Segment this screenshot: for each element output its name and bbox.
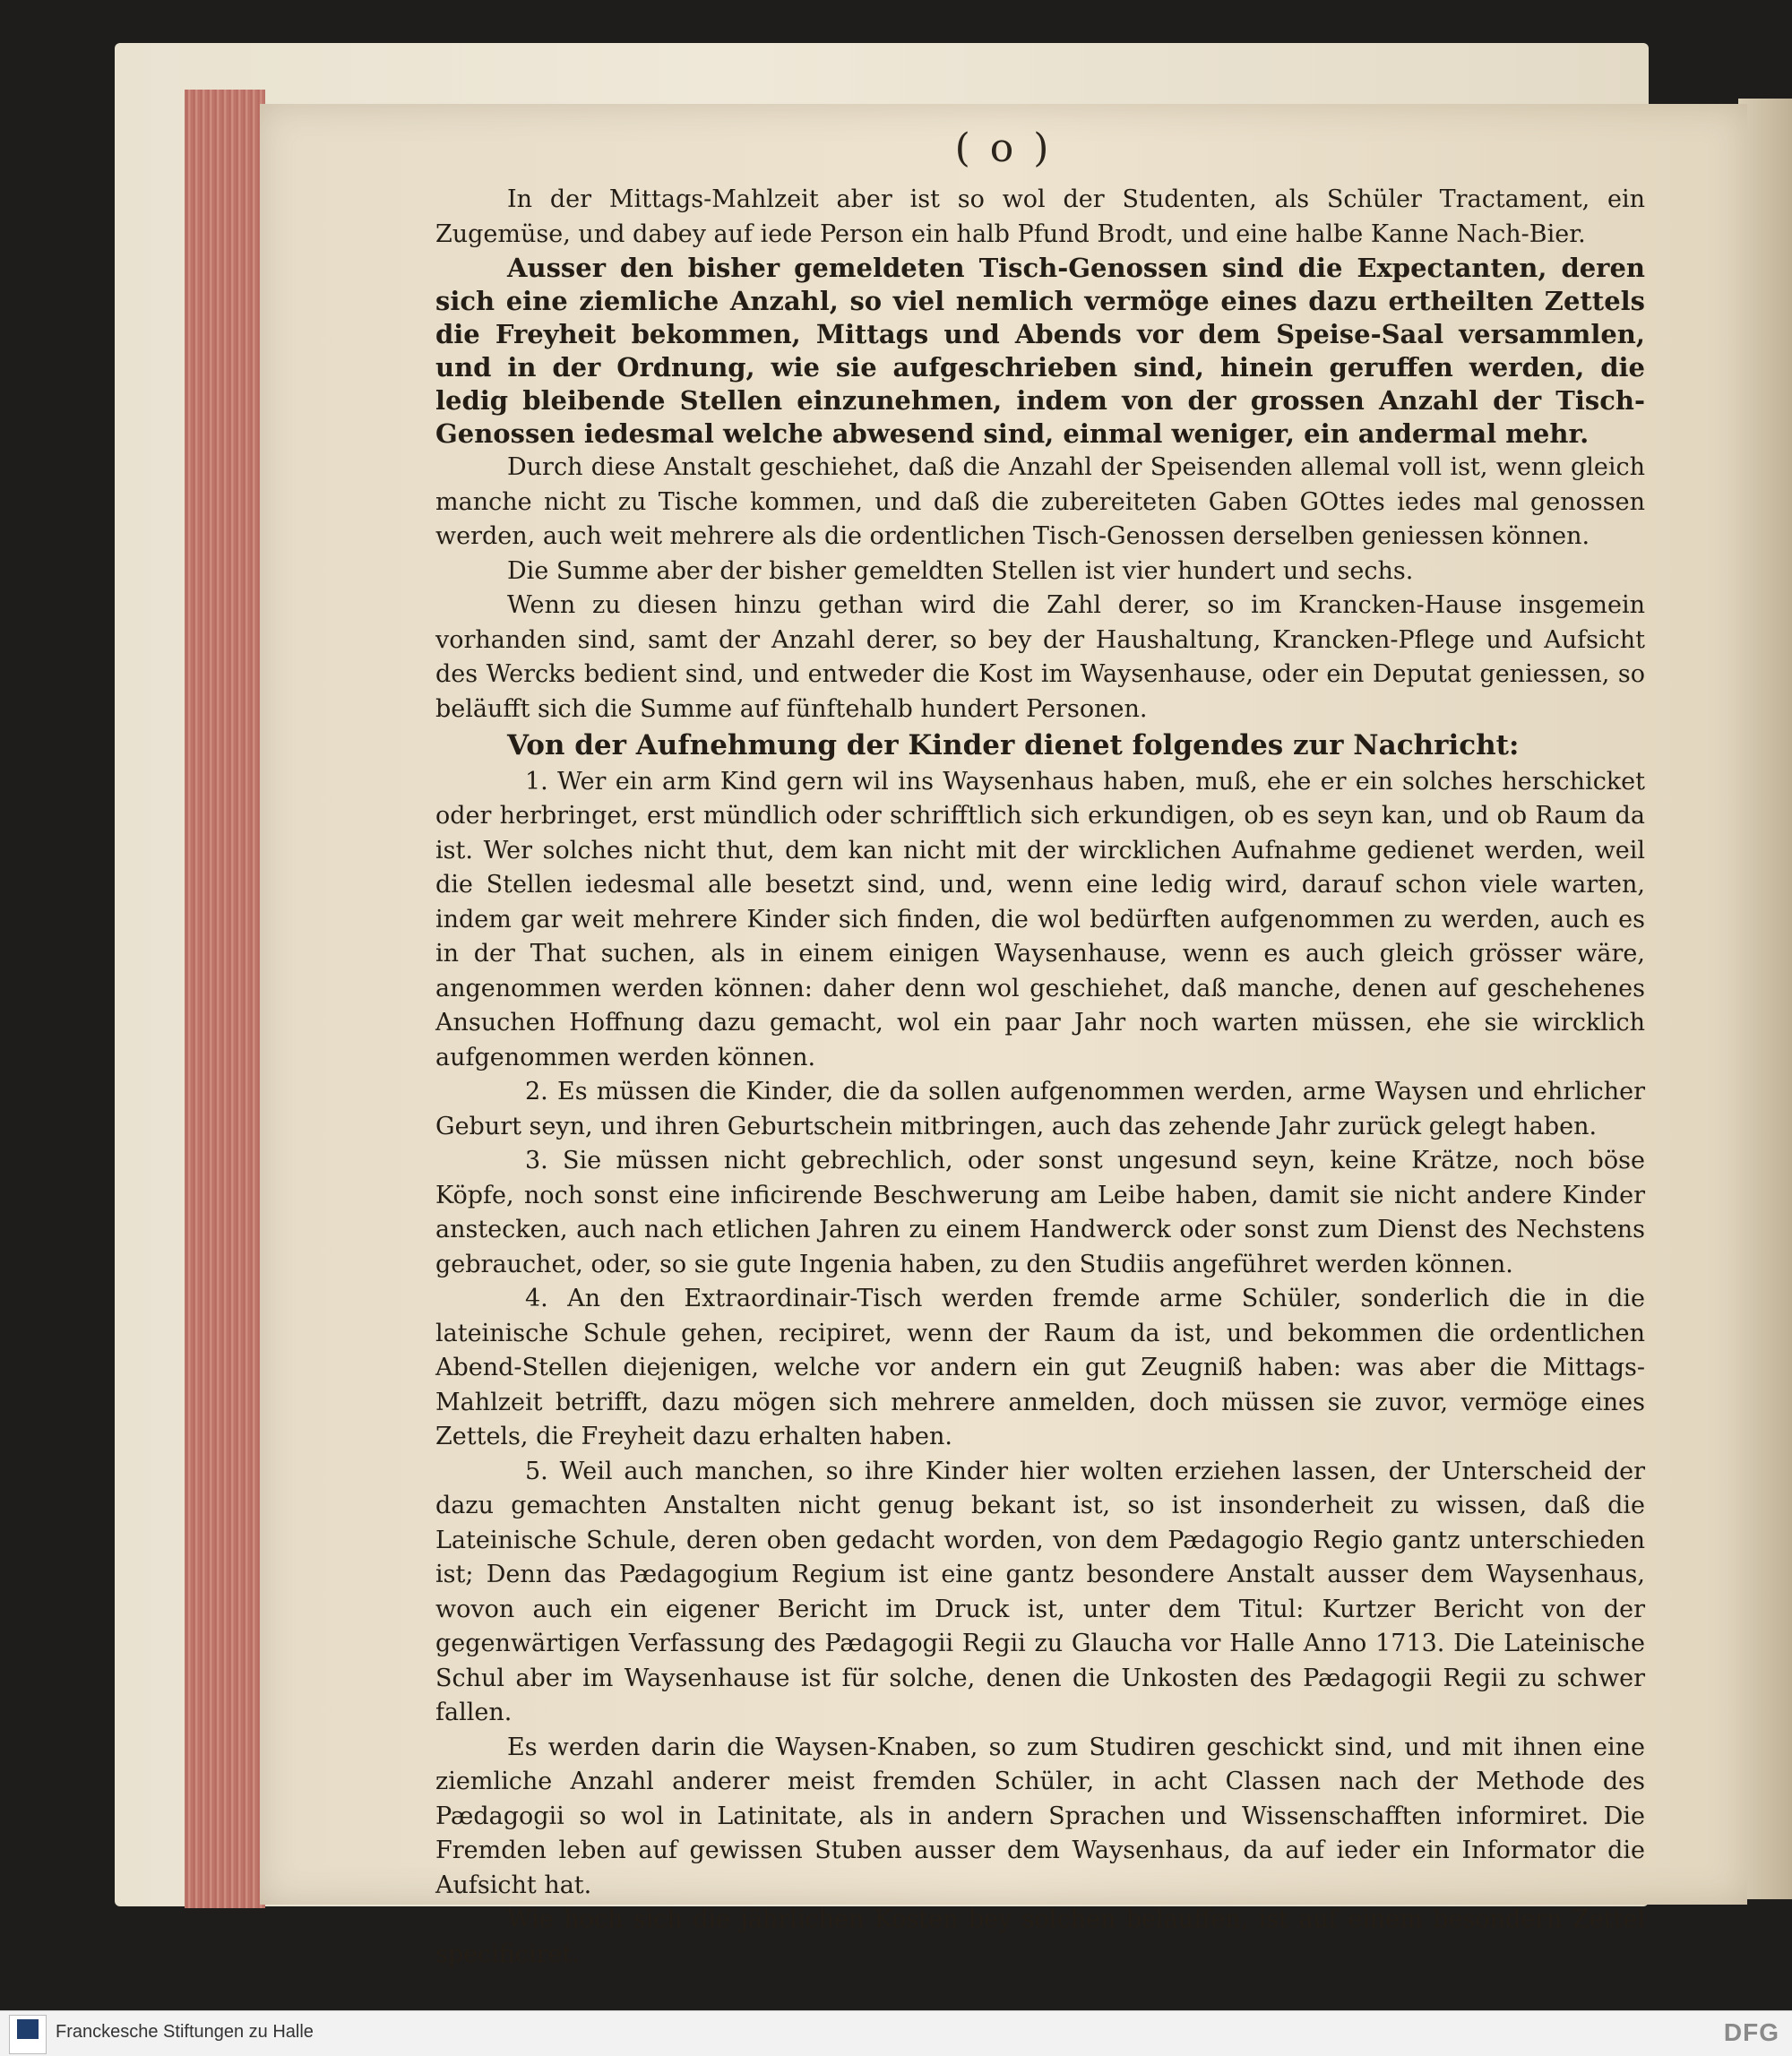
list-item-2: 2. Es müssen die Kinder, die da sollen aufgenommen werden, arme Waysen und ehrlicher Geburt seyn, und ihren Geburtschein mitbringen, auch das zehende Jahr zurück gelegt haben. — [435, 1078, 1645, 1140]
list-item-4: 4. An den Extraordinair-Tisch werden fremde arme Schüler, sonderlich die in die lateinische Schule gehen, recipiret, wenn der Raum da ist, und bekommen die ordentlichen Abend-Stellen diejenigen, welche vor andern ein gut Zeugniß haben: was aber die Mittags-Mahlzeit betrifft, dazu mögen sich mehrere anmelden, doch müssen sie zuvor, vermöge eines Zettels, die Freyheit dazu erhalten haben. — [435, 1285, 1645, 1450]
page-text — [435, 183, 1645, 1972]
paragraph-1: In der Mittags-Mahlzeit aber ist so wol der Studenten, als Schüler Tractament, ein Zugemüse, und dabey auf iede Person ein halb Pfund Brodt, und eine halbe Kanne Nach-Bier. — [435, 185, 1645, 248]
paragraph-2: Ausser den bisher gemeldeten Tisch-Genossen sind die Expectanten, deren sich eine ziemliche Anzahl, so viel nemlich vermöge eines dazu ertheilten Zettels die Freyheit bekommen, Mittags und Abends vor dem Speise-Saal versammlen, und in der Ordnung, wie sie aufgeschrieben sind, hinein geruffen werden, die ledig bleibende Stellen einzunehmen, indem von der grossen Anzahl der Tisch-Genossen iedesmal welche abwesend sind, einmal weniger, ein andermal mehr. — [435, 253, 1645, 449]
page-edges — [185, 90, 265, 1908]
institution-name: Franckesche Stiftungen zu Halle — [56, 2022, 314, 2042]
paragraph-5: Wenn zu diesen hinzu gethan wird die Zahl derer, so im Krancken-Hause insgemein vorhanden sind, samt der Anzahl derer, so bey der Haushaltung, Krancken-Pflege und Aufsicht des Wercks bedient sind, und entweder die Kost im Waysenhause, oder ein Deputat geniessen, so beläufft sich die Summe auf fünftehalb hundert Personen. — [435, 591, 1645, 723]
list-item-5: 5. Weil auch manchen, so ihre Kinder hier wolten erziehen lassen, der Unterscheid der dazu gemachten Anstalten nicht genug bekant ist, so ist insonderheit zu wissen, daß die Lateinische Schule, deren oben gedacht worden, von dem Pædagogio Regio gantz unterschieden ist; Denn das Pædagogium Regium ist eine gantz besondere Anstalt ausser dem Waysenhaus, wovon auch ein eigener Bericht im Druck ist, unter dem Titul: Kurtzer Bericht von der gegenwärtigen Verfassung des Pædagogii Regii zu Glaucha vor Halle Anno 1713. Die Lateinische Schul aber im Waysenhause ist für solche, denen die Unkosten des Pædagogii Regii zu schwer fallen. — [435, 1457, 1645, 1726]
list-item-1: 1. Wer ein arm Kind gern wil ins Waysenhaus haben, muß, ehe er ein solches herschicket oder herbringet, erst mündlich oder schrifftlich sich erkundigen, ob es seyn kan, und ob Raum da ist. Wer solches nicht thut, dem kan nicht mit der wircklichen Aufnahme gedienet werden, weil die Stellen iedesmal alle besetzt sind, und, wenn eine ledig wird, darauf schon viele warten, indem gar weit mehrere Kinder sich finden, die wol bedürften aufgenommen zu werden, auch es in der That suchen, als in einem einigen Waysenhause, wenn es auch gleich grösser wäre, angenommen werden können: daher denn wol geschiehet, daß manche, denen auf geschehenes Ansuchen Hoffnung dazu gemacht, wol ein paar Jahr noch warten müssen, ehe sie wircklich aufgenommen werden können. — [435, 767, 1645, 1071]
section-heading: Von der Aufnehmung der Kinder dienet folgendes zur Nachricht: — [507, 729, 1520, 761]
list-item-3: 3. Sie müssen nicht gebrechlich, oder sonst ungesund seyn, keine Krätze, noch böse Köpfe, noch sonst eine inficirende Beschwerung am Leibe haben, damit sie nicht andere Kinder anstecken, auch nach etlichen Jahren zu einem Handwerck oder sonst zum Dienst des Nechstens gebrauchet, oder, so sie gute Ingenia haben, zu den Studiis angeführet werden können. — [435, 1147, 1645, 1278]
paragraph-3: Durch diese Anstalt geschiehet, daß die Anzahl der Speisenden allemal voll ist, wenn gleich manche nicht zu Tische kommen, und daß die zubereiteten Gaben GOttes iedes mal genossen werden, auch weit mehrere als die ordentlichen Tisch-Genossen derselben geniessen können. — [435, 453, 1645, 550]
logo-emblem — [17, 2019, 39, 2039]
paragraph-4: Die Summe aber der bisher gemeldten Stellen ist vier hundert und sechs. — [507, 556, 1414, 585]
footer-bar — [0, 2010, 1792, 2056]
page-header: ( o ) — [954, 125, 1053, 171]
paragraph-6: Es werden darin die Waysen-Knaben, so zum Studiren geschickt sind, und mit ihnen eine ziemliche Anzahl anderer meist fremden Schüler, in acht Classen nach der Methode des Pædagogii so wol in Latinitate, als in andern Sprachen und Wissenschafften informiret. Die Fremden leben auf gewissen Stuben ausser dem Waysenhaus, da auf ieder ein Informator die Aufsicht hat. — [435, 1733, 1645, 1899]
dfg-logo: DFG — [1723, 2018, 1779, 2046]
institution-logo-icon — [9, 2015, 47, 2054]
paragraph-7: Wie hoch sich die jährlichen Kosten bey solchen belauffen, ist auf einem besondern Zettel specificiret. — [435, 1905, 1645, 1968]
book-page — [260, 104, 1747, 1968]
